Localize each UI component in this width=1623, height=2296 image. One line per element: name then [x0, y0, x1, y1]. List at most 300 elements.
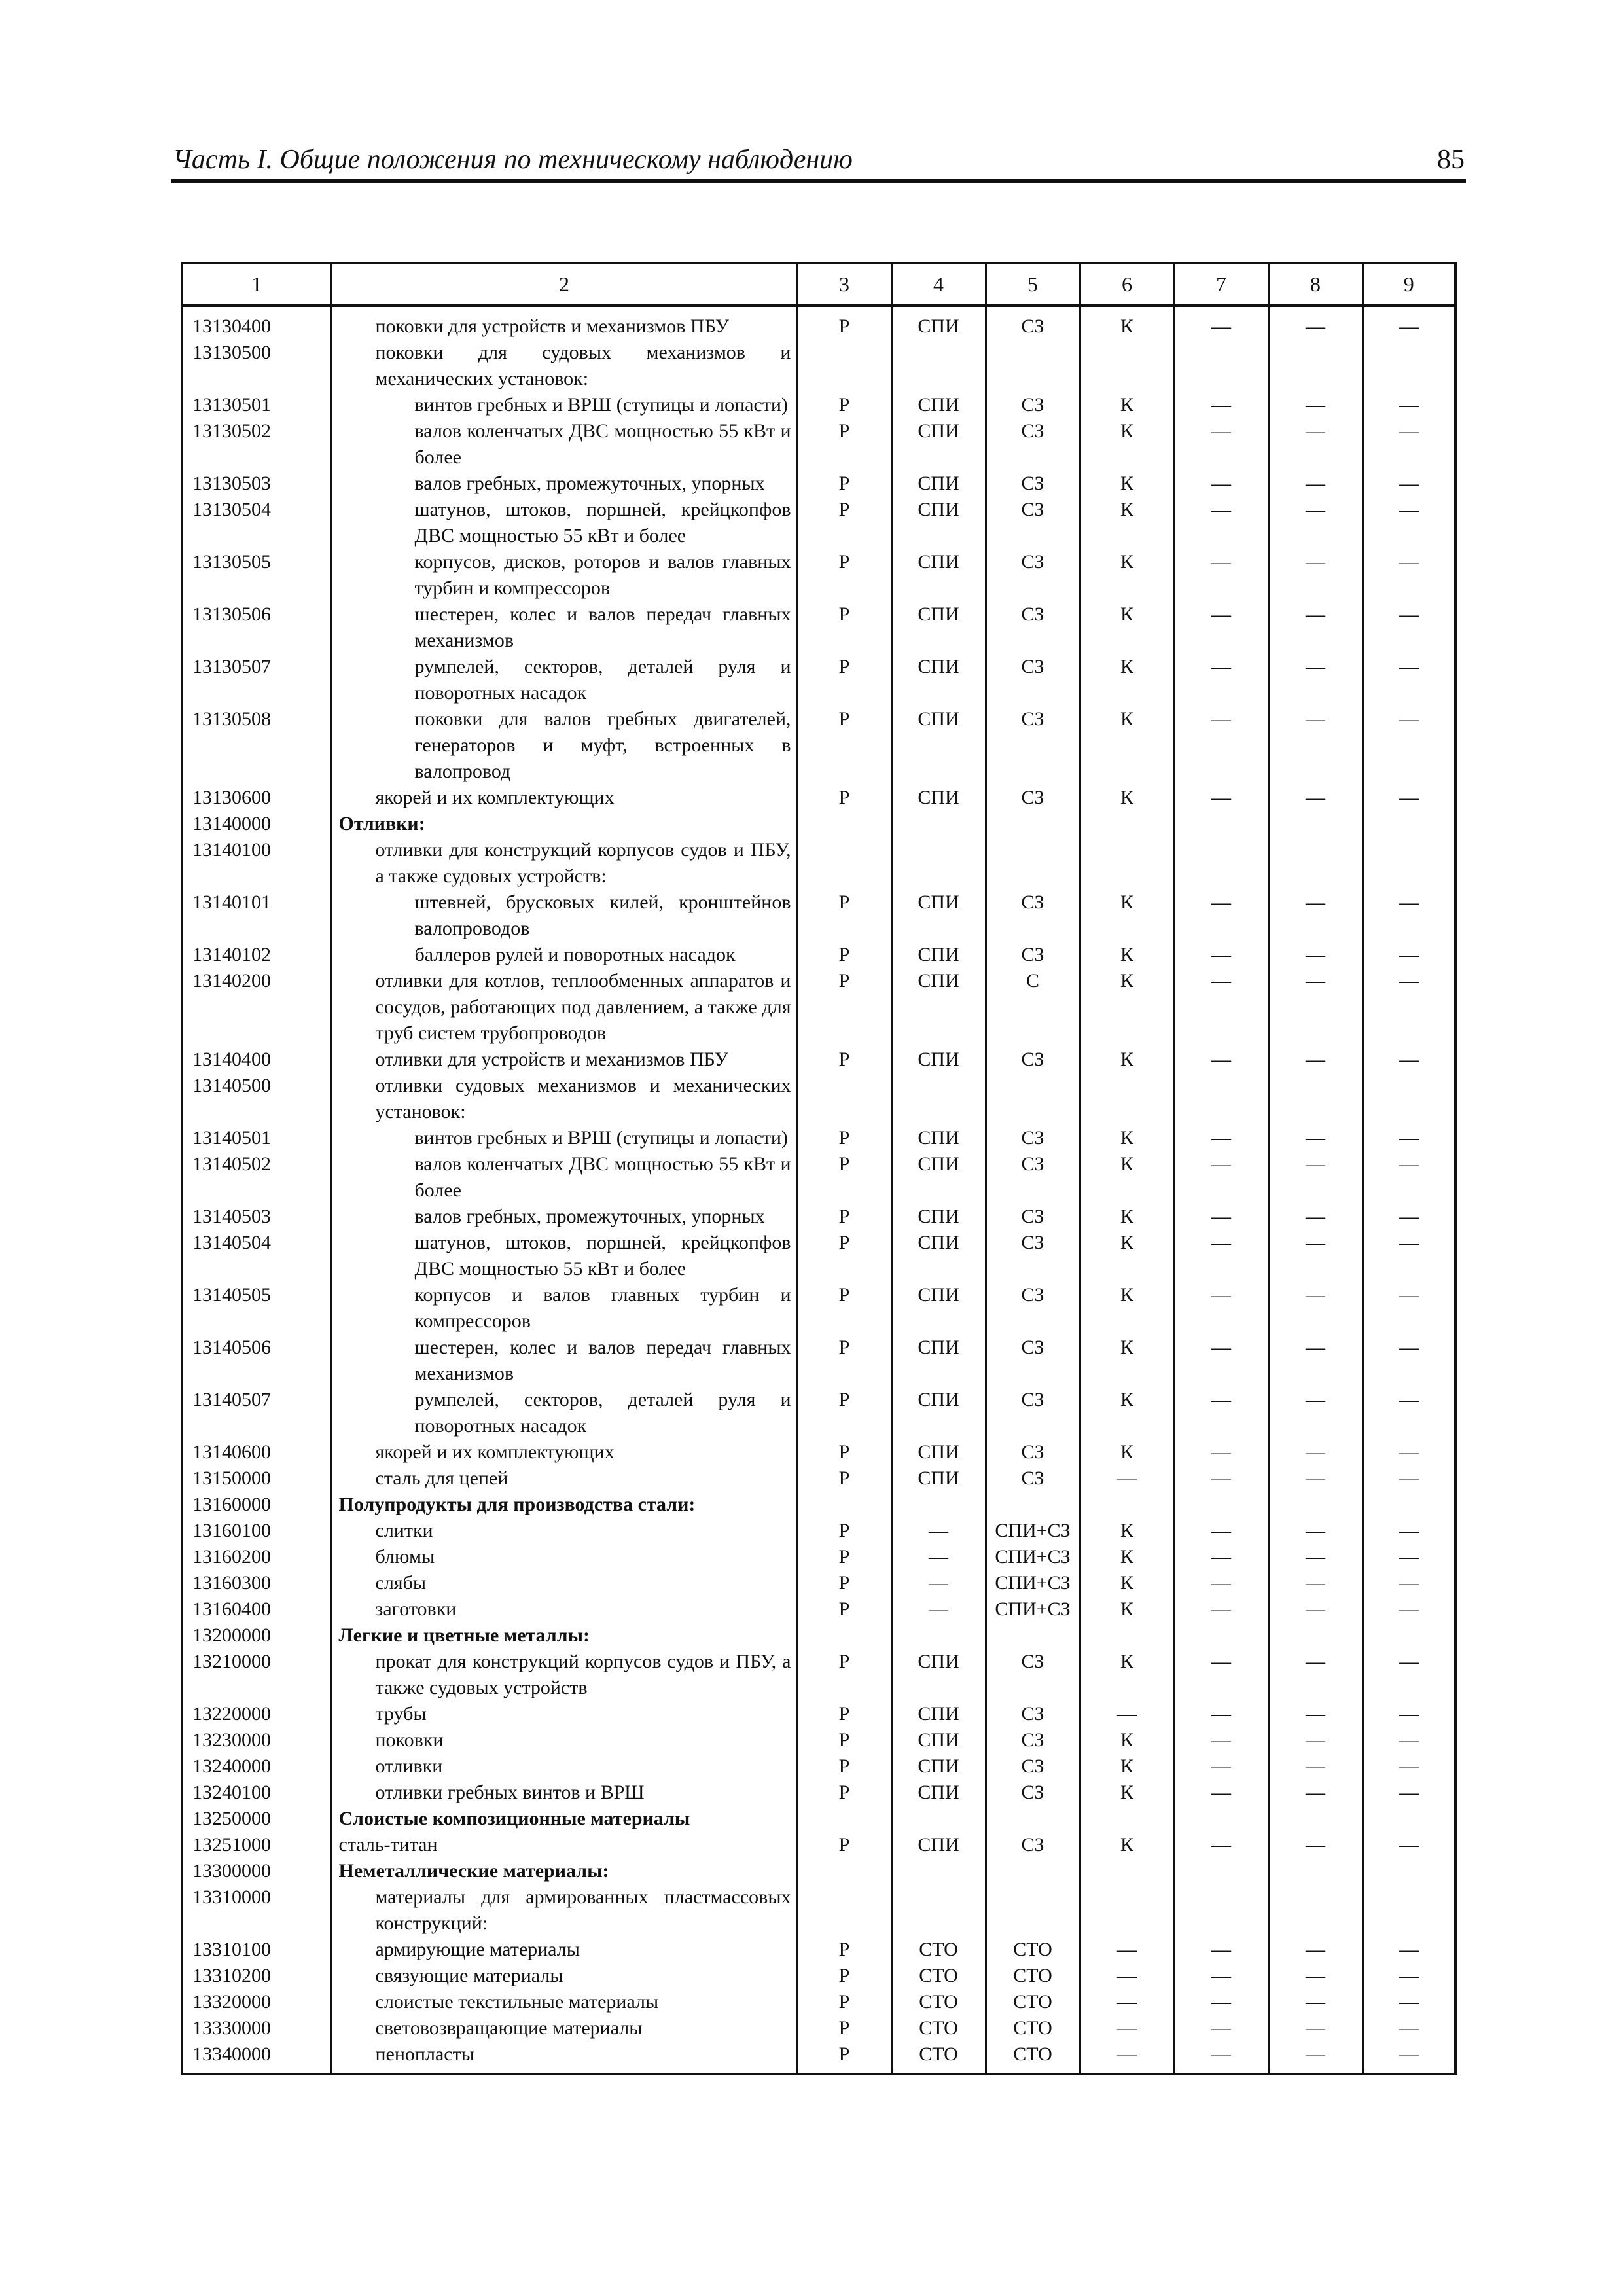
column-6-value: К [1080, 1125, 1174, 1151]
table-row [182, 2015, 1455, 2041]
column-5-value: СЗ [986, 942, 1080, 968]
column-5-value: СЗ [986, 785, 1080, 811]
column-header-4: 4 [891, 263, 986, 306]
column-3-value: Р [797, 706, 891, 785]
column-6-value: — [1080, 1465, 1174, 1492]
item-description: румпелей, секторов, деталей руля и поворотных насадок [331, 1387, 797, 1439]
item-code: 13140400 [182, 1047, 331, 1073]
column-9-value: — [1363, 1518, 1455, 1544]
column-7-value: — [1174, 1230, 1268, 1282]
column-7-value: — [1174, 1125, 1268, 1151]
running-head [171, 139, 1466, 183]
column-7-value: — [1174, 1937, 1268, 1963]
item-description: отливки для конструкций корпусов судов и ПБУ, а также судовых устройств: [331, 837, 797, 889]
column-6-value: К [1080, 1439, 1174, 1465]
table-row [182, 1649, 1455, 1701]
column-8-value: — [1268, 1465, 1363, 1492]
table-row [182, 1806, 1455, 1832]
table-row [182, 497, 1455, 549]
item-code: 13130502 [182, 418, 331, 471]
column-9-value: — [1363, 418, 1455, 471]
column-9-value: — [1363, 549, 1455, 601]
column-4-value: СПИ [891, 1649, 986, 1701]
column-9-value: — [1363, 1230, 1455, 1282]
column-7-value: — [1174, 1649, 1268, 1701]
column-5-value [986, 1492, 1080, 1518]
item-description: якорей и их комплектующих [331, 785, 797, 811]
column-8-value: — [1268, 471, 1363, 497]
column-4-value: СПИ [891, 601, 986, 654]
column-6-value: — [1080, 1937, 1174, 1963]
item-description: поковки [331, 1727, 797, 1753]
column-9-value: — [1363, 1335, 1455, 1387]
column-7-value [1174, 1623, 1268, 1649]
column-4-value: СПИ [891, 306, 986, 340]
item-description: связующие материалы [331, 1963, 797, 1989]
column-3-value [797, 1806, 891, 1832]
column-4-value: СПИ [891, 706, 986, 785]
column-4-value: СПИ [891, 471, 986, 497]
item-code: 13140503 [182, 1204, 331, 1230]
column-3-value: Р [797, 889, 891, 942]
column-7-value [1174, 837, 1268, 889]
column-7-value: — [1174, 654, 1268, 706]
column-8-value: — [1268, 1780, 1363, 1806]
table-row [182, 942, 1455, 968]
column-header-8: 8 [1268, 263, 1363, 306]
column-9-value: — [1363, 1832, 1455, 1858]
column-3-value [797, 1858, 891, 1884]
item-description: штевней, брусковых килей, кронштейнов валопроводов [331, 889, 797, 942]
table-row [182, 1989, 1455, 2015]
column-5-value: СЗ [986, 549, 1080, 601]
column-7-value: — [1174, 497, 1268, 549]
column-8-value: — [1268, 889, 1363, 942]
item-description: отливки судовых механизмов и механических установок: [331, 1073, 797, 1125]
column-5-value [986, 837, 1080, 889]
column-5-value [986, 1073, 1080, 1125]
column-9-value: — [1363, 942, 1455, 968]
column-8-value: — [1268, 1727, 1363, 1753]
column-7-value [1174, 1492, 1268, 1518]
column-7-value: — [1174, 1439, 1268, 1465]
column-7-value: — [1174, 706, 1268, 785]
column-3-value: Р [797, 1387, 891, 1439]
column-7-value: — [1174, 968, 1268, 1047]
item-code: 13140501 [182, 1125, 331, 1151]
column-7-value: — [1174, 1047, 1268, 1073]
column-6-value [1080, 1073, 1174, 1125]
column-7-value: — [1174, 1282, 1268, 1335]
column-5-value: СЗ [986, 418, 1080, 471]
column-8-value: — [1268, 306, 1363, 340]
column-4-value [891, 1623, 986, 1649]
section-heading: Полупродукты для производства стали: [331, 1492, 797, 1518]
item-code: 13250000 [182, 1806, 331, 1832]
column-4-value: СПИ [891, 1780, 986, 1806]
column-8-value: — [1268, 1439, 1363, 1465]
table-row [182, 654, 1455, 706]
column-6-value: К [1080, 1282, 1174, 1335]
column-7-value: — [1174, 785, 1268, 811]
column-8-value: — [1268, 1649, 1363, 1701]
column-9-value [1363, 340, 1455, 392]
column-8-value: — [1268, 1989, 1363, 2015]
column-7-value: — [1174, 1701, 1268, 1727]
column-4-value: СПИ [891, 942, 986, 968]
item-code: 13140102 [182, 942, 331, 968]
table-row [182, 706, 1455, 785]
column-4-value: СПИ [891, 1204, 986, 1230]
item-code: 13130504 [182, 497, 331, 549]
column-9-value: — [1363, 1439, 1455, 1465]
table-row [182, 2041, 1455, 2074]
table-row [182, 1570, 1455, 1596]
column-4-value: СТО [891, 1989, 986, 2015]
column-9-value: — [1363, 968, 1455, 1047]
column-6-value [1080, 1623, 1174, 1649]
column-3-value: Р [797, 601, 891, 654]
table-row [182, 1439, 1455, 1465]
column-9-value [1363, 1806, 1455, 1832]
specification-table [181, 262, 1457, 2075]
column-5-value: СЗ [986, 392, 1080, 418]
column-6-value: К [1080, 1780, 1174, 1806]
column-5-value: СЗ [986, 1151, 1080, 1204]
column-5-value [986, 1858, 1080, 1884]
table-row [182, 1963, 1455, 1989]
column-5-value: СЗ [986, 1832, 1080, 1858]
item-description: поковки для устройств и механизмов ПБУ [331, 306, 797, 340]
column-5-value: СТО [986, 1989, 1080, 2015]
column-header-6: 6 [1080, 263, 1174, 306]
column-5-value: СЗ [986, 1387, 1080, 1439]
column-3-value: Р [797, 654, 891, 706]
table-body [182, 306, 1455, 2075]
column-9-value: — [1363, 1596, 1455, 1623]
column-3-value: Р [797, 1439, 891, 1465]
column-6-value: К [1080, 785, 1174, 811]
column-9-value [1363, 837, 1455, 889]
column-3-value: Р [797, 1701, 891, 1727]
column-8-value: — [1268, 1230, 1363, 1282]
table-row [182, 340, 1455, 392]
section-heading: Неметаллические материалы: [331, 1858, 797, 1884]
item-code: 13310100 [182, 1937, 331, 1963]
column-8-value: — [1268, 785, 1363, 811]
column-3-value [797, 1884, 891, 1937]
column-8-value [1268, 340, 1363, 392]
column-6-value [1080, 1884, 1174, 1937]
column-8-value: — [1268, 1204, 1363, 1230]
item-code: 13140100 [182, 837, 331, 889]
column-4-value: СПИ [891, 1465, 986, 1492]
column-7-value: — [1174, 1544, 1268, 1570]
item-code: 13220000 [182, 1701, 331, 1727]
item-description: отливки для котлов, теплообменных аппаратов и сосудов, работающих под давлением, а также для труб систем трубопроводов [331, 968, 797, 1047]
item-code: 13130505 [182, 549, 331, 601]
column-3-value: Р [797, 1649, 891, 1701]
column-7-value: — [1174, 1596, 1268, 1623]
column-5-value: СЗ [986, 1439, 1080, 1465]
column-9-value: — [1363, 1465, 1455, 1492]
item-description: отливки гребных винтов и ВРШ [331, 1780, 797, 1806]
column-header-9: 9 [1363, 263, 1455, 306]
column-4-value: СПИ [891, 1387, 986, 1439]
column-3-value: Р [797, 1047, 891, 1073]
table-row [182, 1465, 1455, 1492]
column-4-value: СПИ [891, 1282, 986, 1335]
column-3-value: Р [797, 968, 891, 1047]
column-8-value: — [1268, 1151, 1363, 1204]
column-7-value: — [1174, 942, 1268, 968]
column-3-value: Р [797, 1937, 891, 1963]
item-code: 13130506 [182, 601, 331, 654]
column-5-value: СТО [986, 2041, 1080, 2074]
column-8-value: — [1268, 1832, 1363, 1858]
column-3-value: Р [797, 471, 891, 497]
column-8-value: — [1268, 392, 1363, 418]
column-4-value: СПИ [891, 889, 986, 942]
table-row [182, 1832, 1455, 1858]
column-8-value: — [1268, 942, 1363, 968]
item-description: валов коленчатых ДВС мощностью 55 кВт и более [331, 1151, 797, 1204]
column-7-value [1174, 1073, 1268, 1125]
column-5-value: СЗ [986, 706, 1080, 785]
item-code: 13160000 [182, 1492, 331, 1518]
table-row [182, 1727, 1455, 1753]
column-3-value: Р [797, 1230, 891, 1282]
column-7-value: — [1174, 1989, 1268, 2015]
column-6-value: К [1080, 1335, 1174, 1387]
column-7-value: — [1174, 1387, 1268, 1439]
column-6-value: К [1080, 1047, 1174, 1073]
column-3-value: Р [797, 1780, 891, 1806]
column-3-value: Р [797, 1518, 891, 1544]
item-code: 13130501 [182, 392, 331, 418]
column-4-value: СПИ [891, 392, 986, 418]
table-row [182, 1780, 1455, 1806]
column-4-value [891, 837, 986, 889]
column-6-value: К [1080, 1151, 1174, 1204]
column-9-value: — [1363, 1937, 1455, 1963]
column-4-value: СПИ [891, 1753, 986, 1780]
column-3-value: Р [797, 1335, 891, 1387]
column-7-value: — [1174, 1727, 1268, 1753]
column-7-value: — [1174, 1465, 1268, 1492]
column-9-value: — [1363, 1780, 1455, 1806]
header-row [182, 263, 1455, 306]
item-code: 13140600 [182, 1439, 331, 1465]
column-3-value: Р [797, 497, 891, 549]
column-3-value: Р [797, 1989, 891, 2015]
page-number: 85 [1437, 145, 1465, 175]
column-9-value [1363, 1073, 1455, 1125]
column-3-value: Р [797, 1544, 891, 1570]
column-5-value [986, 1806, 1080, 1832]
column-8-value: — [1268, 1544, 1363, 1570]
column-8-value: — [1268, 1282, 1363, 1335]
item-description: материалы для армированных пластмассовых конструкций: [331, 1884, 797, 1937]
item-code: 13300000 [182, 1858, 331, 1884]
column-3-value: Р [797, 1151, 891, 1204]
column-4-value [891, 1884, 986, 1937]
item-code: 13210000 [182, 1649, 331, 1701]
column-8-value: — [1268, 1753, 1363, 1780]
table-row [182, 601, 1455, 654]
column-3-value: Р [797, 785, 891, 811]
column-9-value: — [1363, 306, 1455, 340]
item-code: 13160100 [182, 1518, 331, 1544]
column-9-value: — [1363, 1963, 1455, 1989]
column-3-value: Р [797, 1282, 891, 1335]
item-code: 13130600 [182, 785, 331, 811]
column-8-value: — [1268, 654, 1363, 706]
column-5-value [986, 1884, 1080, 1937]
column-3-value: Р [797, 1753, 891, 1780]
column-8-value [1268, 811, 1363, 837]
column-9-value: — [1363, 1047, 1455, 1073]
table-row [182, 1623, 1455, 1649]
column-header-5: 5 [986, 263, 1080, 306]
item-code: 13140507 [182, 1387, 331, 1439]
column-4-value: СПИ [891, 418, 986, 471]
column-5-value: СЗ [986, 1465, 1080, 1492]
item-description: блюмы [331, 1544, 797, 1570]
item-code: 13230000 [182, 1727, 331, 1753]
column-6-value: — [1080, 2041, 1174, 2074]
column-3-value: Р [797, 1596, 891, 1623]
column-4-value: СПИ [891, 1701, 986, 1727]
column-6-value: К [1080, 654, 1174, 706]
column-7-value: — [1174, 2041, 1268, 2074]
column-4-value: СПИ [891, 785, 986, 811]
column-4-value: — [891, 1544, 986, 1570]
column-6-value: К [1080, 968, 1174, 1047]
table-row [182, 306, 1455, 340]
table-row [182, 968, 1455, 1047]
column-8-value [1268, 837, 1363, 889]
column-4-value: СТО [891, 2015, 986, 2041]
column-9-value: — [1363, 889, 1455, 942]
column-5-value: СЗ [986, 1125, 1080, 1151]
column-6-value: К [1080, 1832, 1174, 1858]
column-6-value: К [1080, 418, 1174, 471]
column-6-value: К [1080, 1544, 1174, 1570]
item-description: румпелей, секторов, деталей руля и поворотных насадок [331, 654, 797, 706]
column-3-value: Р [797, 1204, 891, 1230]
column-3-value: Р [797, 942, 891, 968]
column-8-value: — [1268, 706, 1363, 785]
item-description: шатунов, штоков, поршней, крейцкопфов ДВС мощностью 55 кВт и более [331, 497, 797, 549]
column-9-value [1363, 1858, 1455, 1884]
item-code: 13130503 [182, 471, 331, 497]
column-9-value [1363, 1623, 1455, 1649]
column-8-value: — [1268, 1387, 1363, 1439]
item-code: 13251000 [182, 1832, 331, 1858]
item-description: сталь-титан [331, 1832, 797, 1858]
column-8-value: — [1268, 601, 1363, 654]
item-code: 13130500 [182, 340, 331, 392]
column-5-value: СЗ [986, 1649, 1080, 1701]
column-6-value: К [1080, 1570, 1174, 1596]
item-code: 13130507 [182, 654, 331, 706]
item-description: поковки для судовых механизмов и механических установок: [331, 340, 797, 392]
column-7-value: — [1174, 392, 1268, 418]
column-8-value: — [1268, 1125, 1363, 1151]
column-9-value: — [1363, 706, 1455, 785]
column-3-value: Р [797, 418, 891, 471]
column-6-value [1080, 1806, 1174, 1832]
item-code: 13340000 [182, 2041, 331, 2074]
item-description: заготовки [331, 1596, 797, 1623]
column-4-value: СПИ [891, 1125, 986, 1151]
item-description: прокат для конструкций корпусов судов и ПБУ, а также судовых устройств [331, 1649, 797, 1701]
item-code: 13140502 [182, 1151, 331, 1204]
table-row [182, 1492, 1455, 1518]
column-5-value: С [986, 968, 1080, 1047]
column-5-value: СЗ [986, 1335, 1080, 1387]
column-5-value: СЗ [986, 306, 1080, 340]
column-5-value [986, 1623, 1080, 1649]
column-5-value: СПИ+СЗ [986, 1596, 1080, 1623]
item-description: корпусов, дисков, роторов и валов главных турбин и компрессоров [331, 549, 797, 601]
column-5-value: СТО [986, 2015, 1080, 2041]
column-5-value: СПИ+СЗ [986, 1518, 1080, 1544]
column-9-value: — [1363, 1125, 1455, 1151]
column-6-value: — [1080, 1963, 1174, 1989]
column-6-value: К [1080, 706, 1174, 785]
column-3-value [797, 1073, 891, 1125]
column-9-value: — [1363, 1544, 1455, 1570]
column-6-value: К [1080, 306, 1174, 340]
column-5-value: СЗ [986, 889, 1080, 942]
column-6-value: К [1080, 942, 1174, 968]
column-4-value: СПИ [891, 1335, 986, 1387]
column-4-value [891, 1858, 986, 1884]
column-6-value [1080, 837, 1174, 889]
column-4-value [891, 1492, 986, 1518]
column-9-value: — [1363, 1701, 1455, 1727]
column-4-value: СПИ [891, 968, 986, 1047]
column-8-value: — [1268, 1596, 1363, 1623]
item-description: пенопласты [331, 2041, 797, 2074]
table-row [182, 811, 1455, 837]
column-7-value [1174, 340, 1268, 392]
column-4-value: СПИ [891, 1439, 986, 1465]
column-8-value: — [1268, 549, 1363, 601]
column-6-value: — [1080, 2015, 1174, 2041]
section-heading: Слоистые композиционные материалы [331, 1806, 797, 1832]
item-code: 13160400 [182, 1596, 331, 1623]
item-description: шатунов, штоков, поршней, крейцкопфов ДВС мощностью 55 кВт и более [331, 1230, 797, 1282]
item-code: 13140101 [182, 889, 331, 942]
column-6-value: К [1080, 1727, 1174, 1753]
column-8-value: — [1268, 1047, 1363, 1073]
column-7-value: — [1174, 549, 1268, 601]
column-3-value: Р [797, 306, 891, 340]
table-row [182, 392, 1455, 418]
column-7-value: — [1174, 418, 1268, 471]
column-5-value: СЗ [986, 1753, 1080, 1780]
column-8-value: — [1268, 968, 1363, 1047]
column-9-value: — [1363, 654, 1455, 706]
column-6-value: К [1080, 392, 1174, 418]
column-9-value: — [1363, 2015, 1455, 2041]
item-description: винтов гребных и ВРШ (ступицы и лопасти) [331, 392, 797, 418]
column-7-value: — [1174, 889, 1268, 942]
column-4-value: СПИ [891, 549, 986, 601]
